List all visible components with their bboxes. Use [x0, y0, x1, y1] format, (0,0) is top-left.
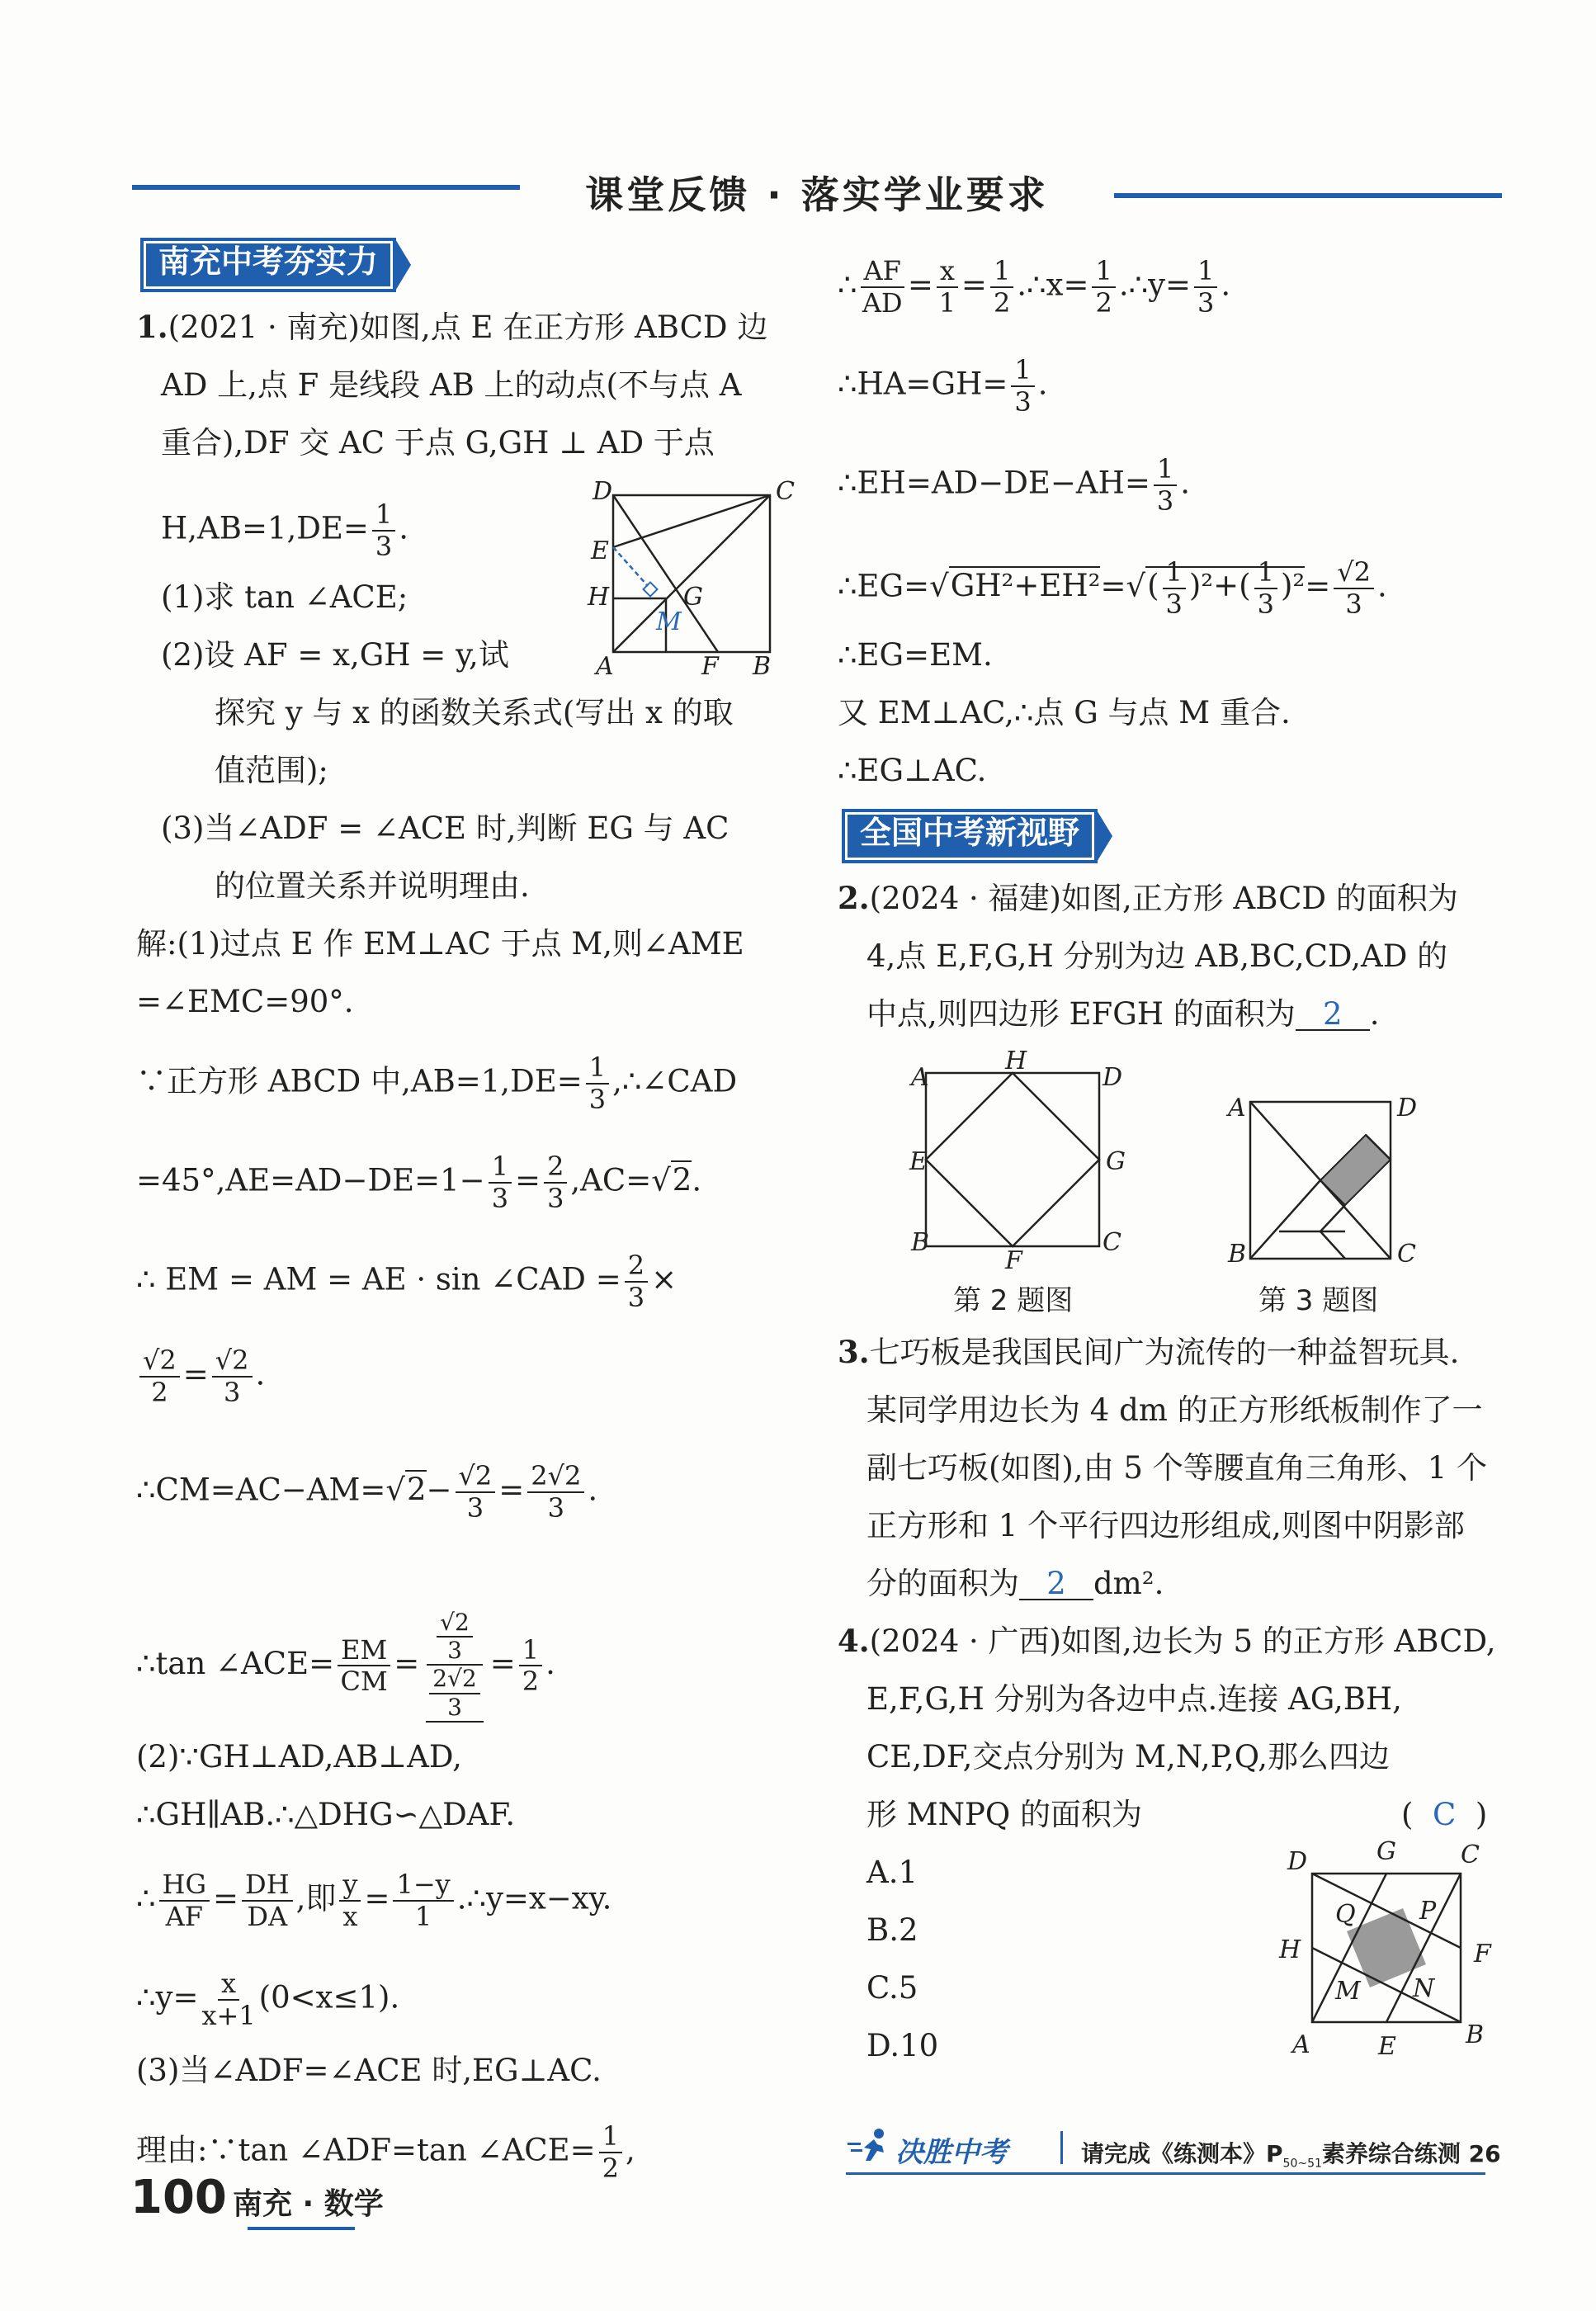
q1-part3b: 的位置关系并说明理由.: [215, 868, 530, 904]
section-banner-national: 全国中考新视野: [842, 809, 1098, 863]
q3-line1: 3.七巧板是我国民间广为流传的一种益智玩具.: [838, 1334, 1460, 1370]
q2-label-C: C: [1103, 1228, 1121, 1257]
sol-line7: ∴CM=AC−AM=√2− $\frac{√2}{3}$ = $\frac{2√2}{3}$ .: [136, 1460, 598, 1524]
q3-figure: [1230, 1089, 1411, 1271]
q2-line2: 4,点 E,F,G,H 分别为边 AB,BC,CD,AD 的: [866, 938, 1448, 974]
q4-label-B: B: [1466, 2020, 1485, 2049]
sol-line2: =∠EMC=90°.: [136, 984, 354, 1019]
q4-label-N: N: [1413, 1974, 1435, 2003]
q3-line5: 分的面积为 2 dm².: [866, 1566, 1164, 1601]
q1-part2: (2)设 AF = x,GH = y,试: [161, 637, 509, 673]
q3-line2: 某同学用边长为 4 dm 的正方形纸板制作了一: [866, 1392, 1483, 1428]
q1-label-G: G: [683, 583, 703, 612]
right-line6: 又 EM⊥AC,∴点 G 与点 M 重合.: [838, 695, 1291, 730]
q4-label-F: F: [1474, 1940, 1491, 1968]
footer-brand: 决胜中考: [895, 2136, 1008, 2169]
q1-label-E: E: [591, 536, 609, 565]
q4-label-E: E: [1378, 2032, 1396, 2061]
q1-label-D: D: [593, 477, 613, 506]
q2-label-E: E: [909, 1147, 928, 1176]
q1-part2b: 探究 y 与 x 的函数关系式(写出 x 的取: [215, 695, 734, 730]
q3-label-C: C: [1397, 1240, 1416, 1269]
q3-line4: 正方形和 1 个平行四边形组成,则图中阴影部: [866, 1508, 1465, 1543]
q2-figure: [908, 1061, 1122, 1259]
q1-line1: 1.(2021 · 南充)如图,点 E 在正方形 ABCD 边: [136, 309, 768, 345]
q2-line1: 2.(2024 · 福建)如图,正方形 ABCD 的面积为: [838, 880, 1458, 916]
q3-label-D: D: [1397, 1094, 1418, 1122]
header-title: 课堂反馈 · 落实学业要求: [585, 172, 1049, 217]
q1-label-F: F: [701, 652, 719, 681]
q4-label-G: G: [1376, 1837, 1396, 1866]
q3-label-B: B: [1228, 1240, 1247, 1269]
q4-line1: 4.(2024 · 广西)如图,边长为 5 的正方形 ABCD,: [838, 1623, 1496, 1659]
q1-line2: AD 上,点 F 是线段 AB 上的动点(不与点 A: [161, 367, 742, 403]
sol-line5: ∴ EM = AM = AE · sin ∠CAD = $\frac{2}{3}$ ×: [136, 1250, 678, 1313]
right-line7: ∴EG⊥AC.: [838, 753, 987, 788]
q4-option-d: D.10: [866, 2028, 939, 2063]
footer-divider: [1060, 2131, 1063, 2164]
q4-choice-bracket: ( C ): [1401, 1797, 1488, 1832]
footer-runner-icon: [846, 2128, 895, 2164]
sol-line11: ∴ $\frac{HG}{AF}$ = $\frac{DH}{DA}$ ,即 $\frac{y}{x}$ = $\frac{1-y}{1}$ .∴y=x−xy.: [136, 1869, 612, 1932]
sol-line13: (3)当∠ADF=∠ACE 时,EG⊥AC.: [136, 2053, 602, 2088]
q2-label-F: F: [1005, 1246, 1022, 1275]
q4-line4: 形 MNPQ 的面积为: [866, 1797, 1143, 1832]
q3-caption: 第 3 题图: [1258, 1284, 1379, 1317]
footer-note: 请完成《练测本》$P_{50\sim 51}$素养综合练测 26: [1081, 2140, 1501, 2171]
sol-line9: (2)∵GH⊥AD,AB⊥AD,: [136, 1739, 462, 1775]
q4-figure: [1287, 1849, 1485, 2047]
q2-label-H: H: [1005, 1047, 1027, 1075]
q1-line3: 重合),DF 交 AC 于点 G,GH ⊥ AD 于点: [161, 425, 715, 461]
q4-label-M: M: [1335, 1977, 1361, 2006]
q4-label-H: H: [1279, 1935, 1301, 1964]
right-line1: ∴ $\frac{AF}{AD}$ = $\frac{x}{1}$ = $\frac{1}{2}$ .∴x= $\frac{1}{2}$ .∴y= $\frac{1}{3}$ .: [838, 255, 1231, 319]
q4-label-Q: Q: [1335, 1900, 1356, 1929]
q2-label-G: G: [1106, 1147, 1126, 1176]
sol-line4: =45°,AE=AD−DE=1− $\frac{1}{3}$ = $\frac{2}{3}$ ,AC=√2.: [136, 1151, 702, 1214]
q4-option-a: A.1: [866, 1855, 918, 1890]
q1-label-A: A: [596, 652, 614, 681]
page-number: 100: [130, 2171, 227, 2224]
right-line3: ∴EH=AD−DE−AH= $\frac{1}{3}$ .: [838, 453, 1190, 517]
sol-line12: ∴y= $\frac{x}{x+1}$ (0<x≤1).: [136, 1968, 400, 2031]
header-rule-right: [1114, 193, 1502, 198]
q1-line4: H,AB=1,DE= $\frac{1}{3}$ .: [161, 499, 409, 562]
right-line4: ∴EG=√GH²+EH²=√( $\frac{1}{3}$ )²+( $\frac{1}{3}$ )²= $\frac{√2}{3}$ .: [838, 556, 1387, 620]
sol-line14: 理由:∵tan ∠ADF=tan ∠ACE= $\frac{1}{2}$ ,: [136, 2120, 635, 2184]
q1-part1: (1)求 tan ∠ACE;: [161, 579, 408, 615]
q3-label-A: A: [1228, 1094, 1246, 1122]
q1-label-H: H: [588, 583, 610, 612]
sol-line3: ∵正方形 ABCD 中,AB=1,DE= $\frac{1}{3}$ ,∴∠CAD: [136, 1052, 738, 1115]
q4-answer: C: [1432, 1797, 1457, 1832]
q4-label-A: A: [1292, 2030, 1310, 2059]
q4-label-P: P: [1419, 1897, 1437, 1926]
q2-caption: 第 2 题图: [953, 1284, 1074, 1317]
q2-label-D: D: [1103, 1063, 1123, 1092]
q4-option-c: C.5: [866, 1970, 918, 2006]
footer-label: 南充 · 数学: [233, 2187, 384, 2221]
q1-part2c: 值范围);: [215, 753, 328, 788]
footer-left-rule: [248, 2227, 355, 2230]
sol-line8: ∴tan ∠ACE= $\frac{EM}{CM}$ = $\frac{\frac{√2}{3}}{\frac{2√2}{3}}$ = $\frac{1}{2}$ .: [136, 1609, 555, 1723]
q1-label-M: M: [656, 607, 682, 636]
header-rule-left: [132, 185, 520, 190]
q1-label-B: B: [753, 652, 772, 681]
q1-label-C: C: [776, 477, 795, 506]
q2-label-B: B: [911, 1228, 930, 1257]
q4-line2: E,F,G,H 分别为各边中点.连接 AG,BH,: [866, 1681, 1402, 1717]
q4-option-b: B.2: [866, 1912, 918, 1948]
q3-line3: 副七巧板(如图),由 5 个等腰直角三角形、1 个: [866, 1450, 1487, 1486]
sol-line10: ∴GH∥AB.∴△DHG∽△DAF.: [136, 1797, 516, 1832]
q2-line3: 中点,则四边形 EFGH 的面积为 2 .: [866, 996, 1380, 1032]
sol-line1: 解:(1)过点 E 作 EM⊥AC 于点 M,则∠AME: [136, 926, 744, 962]
right-line5: ∴EG=EM.: [838, 637, 993, 673]
footer-right-rule: [846, 2172, 1485, 2175]
q3-answer: 2: [1019, 1568, 1093, 1600]
q2-answer: 2: [1296, 999, 1370, 1031]
q4-label-D: D: [1287, 1847, 1308, 1876]
right-line2: ∴HA=GH= $\frac{1}{3}$ .: [838, 354, 1048, 418]
section-banner-nanchong: 南充中考夯实力: [140, 238, 396, 292]
sol-line6: $\frac{√2}{2}$ = $\frac{√2}{3}$ .: [136, 1345, 265, 1408]
q4-line3: CE,DF,交点分别为 M,N,P,Q,那么四边: [866, 1739, 1391, 1775]
q2-label-A: A: [911, 1063, 929, 1092]
q4-label-C: C: [1461, 1841, 1480, 1869]
q1-part3: (3)当∠ADF = ∠ACE 时,判断 EG 与 AC: [161, 811, 730, 846]
